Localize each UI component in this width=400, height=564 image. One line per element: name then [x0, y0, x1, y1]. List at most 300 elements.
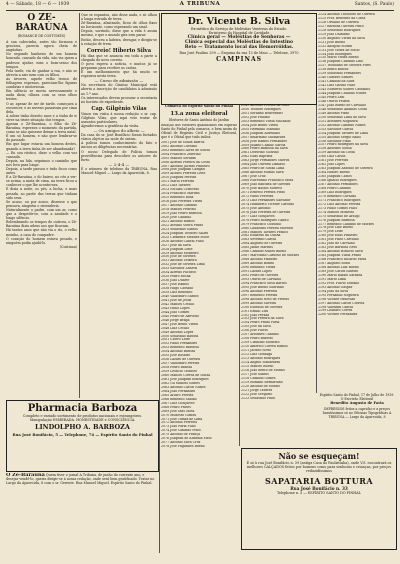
pharmacy-tagline: Manipulação ESMERADA. HONESTIDADE e CONSCIÊNCIA. — [29, 418, 136, 423]
voter-entry: 2036 João Duarte — [161, 279, 190, 283]
voter-entry: 2162 João Lopes — [318, 163, 345, 167]
voter-entry: 2059 Leôncio Teodoro — [161, 370, 197, 374]
voter-entry: 2120 Antônio de Morais — [241, 384, 280, 388]
voter-entry: 2076 Joaquim de Almeida Melo — [161, 437, 212, 441]
voter-entry: 2147 João Bueno de Carvalho — [318, 103, 366, 107]
voter-entry: 2071 Ernesto Pereira Pinto — [241, 190, 285, 194]
voter-entry: 2021 Antônio Ramos — [161, 219, 195, 223]
voter-entry: 2009 Alcides Ferreira Leite — [161, 172, 206, 176]
voter-entry: 2072 Paulo Ferreira — [241, 194, 274, 198]
news-title-phone: — 2-4-4 — — [108, 161, 130, 167]
voter-entry: 2066 Antônio Matias Silva — [241, 171, 284, 175]
voter-entry: 2067 Luiz Gonçalves — [161, 401, 195, 405]
voter-entry: 2015 Benedito Rosa — [161, 196, 194, 200]
voter-entry: 2155 Antônio Sérgio Baldi — [318, 135, 361, 139]
pharmacy-address: Rua José Bonifácio, 5 — Telephone, 74 — Espírito Santo do Pinhal — [12, 432, 153, 438]
voter-entry: 2020 José Candido — [161, 215, 192, 219]
voter-entry: 2093 Otávio de Carvalho — [241, 277, 282, 281]
voter-entry: 2149 Antônio Pinto — [318, 111, 350, 115]
voter-entry: 2033 Salvador Zanetti — [161, 267, 198, 271]
voter-entry: 2050 Sebastião Batista — [161, 334, 199, 338]
voter-entry: 2125 Prof. Benedito da Costa — [318, 16, 366, 20]
voter-entry: 2141 Cândido da Silva — [318, 80, 355, 84]
news-block-6 — [81, 167, 157, 175]
footer-date: Espírito Santo do Pinhal, 17 de Julho de 1939. — [319, 393, 395, 397]
news-title-capitao: Cap. Gilgênio Vilas — [91, 105, 147, 112]
voter-entry: 2094 Francisco Silva Barros — [241, 281, 287, 285]
voter-entry: 2078 José Fagundes Bueno — [161, 445, 205, 449]
voter-entry: 2054 José Bento Vieira — [241, 123, 278, 127]
voter-entry: 2179 José Leite — [318, 230, 344, 234]
voter-entry: 2051 Cícero Leite — [161, 338, 190, 342]
story-paragraph: Há tantos anos que não via o rio, o velho moinho, a casa do compadre. — [6, 228, 77, 237]
voter-entry: 2081 Manoel Tavares Franco — [241, 230, 289, 234]
voter-entry: 2010 Joaquim Pereira — [161, 176, 197, 180]
serial-continue: (Continua) — [59, 244, 77, 249]
voter-entry: 2071 José Tomaz de Lima — [161, 417, 203, 421]
story-paragraph: O ar, apesar de ser de tarde, começava a escurecer, e as nuvens passavam por cima dela. — [6, 101, 77, 114]
section-lead: Relação dos eleitores qualificados em Espírito Santo do Pinhal pela comarca, e bem assim do Oficial de Registro Civil e Justiça Eleitoral, que é o Oficial que tudo indica. — [161, 124, 237, 139]
voter-entry: 2152 Antônio Cândido Nunes — [318, 123, 366, 127]
voter-entry: 2079 Francisco Custódio — [241, 222, 282, 226]
news-paragraph: Que se espantou, não disse nada, e só olhou a longa estrada de terra. — [81, 13, 157, 22]
story-paragraph: Em que lugar estaria um homem destes, quando a terra tinha de ser abandonada? — [6, 142, 77, 151]
voter-entry: 2007 Antônio Jacinto Pinheiro — [161, 164, 210, 168]
voter-entry: 2107 Aristides Cândido — [241, 333, 279, 337]
voter-entry: 2118 Cândido Gomes — [241, 376, 276, 380]
voter-entry: 2119 Romano Bernardino — [241, 380, 283, 384]
voter-entry: 2144 Joaquim Cândido Nunes — [318, 92, 367, 96]
voter-entry: 2032 José de Oliveira Lima — [161, 263, 205, 267]
story-paragraph: Naturalmente o padre, com um ar, como que a despedir-se, com a saudade e o longo silêncio. — [6, 207, 77, 221]
voter-entry: 2024 Joaquim Teodoro Salles — [161, 231, 209, 235]
voter-list-col3 — [161, 124, 237, 534]
voter-entry: 2085 Jaime Martins — [241, 246, 273, 250]
voter-entry: 2172 Luiz Antônio Pereira — [318, 202, 361, 206]
voter-entry: 2122 José Gregório — [241, 392, 273, 396]
news-paragraph: A polícia tomou conhecimento do fato e iniciou as diligências necessárias. — [81, 141, 157, 150]
voter-entry: 2121 Jorge Tavares — [241, 388, 273, 392]
voter-entry: 2049 Antônio Pereira da Silva — [241, 104, 290, 107]
voter-entry: 2185 Joaquim Vilela Prado — [318, 254, 362, 258]
shoe-store-phone: Telephone n. 5 — ESPÍRITO SANTO DO PINHAL — [277, 490, 361, 495]
notice-lead: O Zé-Baraúna — [6, 473, 45, 478]
voter-entry: 2126 Osvaldo de Oliveira — [318, 20, 359, 24]
voter-entry: 2191 Mário Lima — [318, 277, 346, 281]
voter-entry: 2151 Aristides Nogueira — [318, 119, 358, 123]
voter-entries — [241, 104, 315, 400]
voter-entry: 2073 Luiz Fernandes Salvador — [241, 198, 291, 202]
voter-entry: 2171 Francisco Rodrigues — [318, 198, 361, 202]
voter-entry: 2075 José Antônio — [241, 206, 271, 210]
voter-entry: 2194 João da Silva — [318, 289, 349, 293]
voter-entry: 2102 João Peraza — [241, 313, 270, 317]
voter-entry: 2156 Salvador Pinto — [318, 139, 351, 143]
voter-entries — [318, 13, 396, 317]
doctor-specialty: Clínica geral — Moléstias de Senhoras — — [187, 35, 291, 40]
voter-entry: 2183 José Barbosa Neto — [318, 246, 358, 250]
voter-entry: 2058 José Ramos Fernandes — [241, 139, 287, 143]
news-block-4 — [81, 112, 157, 128]
voter-entry: 2087 Marcolino Cardoso de Moraes — [241, 254, 300, 258]
voter-entry: 2134 João Rodrigues — [318, 52, 352, 56]
voter-entry: 2181 José Pinto Carvalho — [318, 238, 359, 242]
voter-entry: 2143 Norberto Soares Castanho — [318, 88, 371, 92]
voter-entry: 2145 Pedro Leal — [318, 96, 345, 100]
voter-entry: 2132 Adolpho Morini — [318, 44, 353, 48]
voter-entry: 2148 Sebastião Ananias Costa — [318, 107, 367, 111]
voter-entry: 2048 Luiz Cecílio — [161, 326, 190, 330]
column-rule — [239, 104, 240, 446]
voter-entry: 2062 Elias Baptista — [241, 155, 273, 159]
section-title: 13.a zona eleitoral — [170, 111, 228, 117]
voter-entry: 2124 Antônio Theodoro de Oliveira — [318, 13, 375, 16]
voter-entry: 2189 José Carlos Ribeiro — [318, 269, 359, 273]
doctor-specialty: Reto — Tratamento local das Hemorróidas. — [184, 45, 294, 51]
news-paragraph: O povo espera a notícia, e muitos já se preparam para receber as cartas. — [81, 61, 157, 71]
doctor-name: Dr. Vicente B. Silva — [187, 16, 291, 27]
voter-entry: 2041 José de Jesus — [161, 298, 192, 302]
voter-entry: 2084 Augusto de Oliveira — [241, 242, 283, 246]
voter-entry: 2089 Antônio Bonito — [241, 262, 275, 266]
voter-entry: 2051 Serafino Bonventuri — [241, 111, 283, 115]
voter-entry: 2178 José Luiz Bueno — [318, 226, 353, 230]
column-rule — [79, 13, 80, 398]
voter-entry: 2127 Barbosa Oliveira Pinto — [318, 24, 364, 28]
pharmacy-description: Completo e variado sortimento de produtos nacionais e estrangeiros. — [22, 414, 143, 418]
voter-entry: 2043 Paulo Lopes — [161, 306, 190, 310]
voter-entry: 2111 Jacinto Sotto — [241, 349, 271, 353]
voter-entry: 2110 Américo Corrêa Ramos — [241, 345, 288, 349]
voter-entry: 2014 Francisco Martins — [161, 192, 200, 196]
voter-entry: 2083 Severino Garcia — [241, 238, 277, 242]
doctor-specialty: Clínica especial das Moléstias do Intestino — [185, 40, 293, 46]
voter-entry: 2173 Paulo Gomes Filho — [318, 206, 358, 210]
story-paragraph: Se acaso, ou por acaso, dissesse o que pensava, ninguém o entenderia. — [6, 199, 77, 208]
voter-entry: 2070 Modesto Gomes — [161, 413, 197, 417]
doctor-city: CAMPINAS — [216, 55, 262, 63]
voter-entry: 2061 José Joaquim Rodrigues — [161, 378, 209, 381]
voter-entry: 2159 Antônio da Costa — [318, 151, 355, 155]
voter-entry: 2100 Eufrásio de Oliveira — [241, 305, 283, 309]
voter-entry: 2025 Clemente Mendes Mocê — [161, 235, 210, 239]
voter-entry: 2153 Salvador Garcia — [318, 127, 354, 131]
voter-entry: 2055 Hermínio Mariano — [241, 127, 280, 131]
doctor-credential: Ex-médico do Serviço de Moléstias Venéreas do Estado. — [190, 27, 288, 31]
pharmacy-advertisement — [6, 400, 159, 472]
voter-entry: 2064 João Oliveira Damaso — [241, 163, 285, 167]
voter-entry: 2078 Pedro Rodrigues Gaioto — [241, 218, 289, 222]
voter-entry: 2031 Antônio Teixeira — [161, 259, 197, 263]
voter-entry: 2053 Benedito Barbosa — [161, 346, 199, 350]
voter-entry: 2167 Antônio Fernandes — [318, 182, 358, 186]
voter-entry: 2101 Emílio Lira — [241, 309, 269, 313]
doctor-advertisement — [161, 13, 317, 105]
voter-entry: 2140 Gustavo Simões — [318, 76, 353, 80]
voter-entry: 2158 Anselmo Sousa — [318, 147, 352, 151]
voter-entry: 2076 João Ferreira de Oliveira — [241, 210, 291, 214]
voter-entry: 2077 Antônio Silva Cruz — [161, 441, 201, 445]
voter-entry: 2059 Juliano Camilo Garcia — [241, 143, 286, 147]
voter-entry: 2103 José Pereira da Silva — [241, 317, 284, 321]
voter-entry: 2130 Augusto Vieira da Silva — [318, 36, 365, 40]
voter-entry: 2068 Pedro Prates — [161, 405, 191, 409]
section-footer — [318, 393, 396, 419]
voter-entry: 2197 Antônio Carlos Correia — [318, 301, 365, 305]
voter-entry: 2052 Paulo Fernandes — [161, 342, 198, 346]
voter-entry: 2097 Benedito Pereira — [241, 293, 278, 297]
voter-entry: 2019 João Pedro Barbosa — [161, 211, 202, 215]
voter-entry: 2163 Joaquim Antônio de Oliveira — [318, 167, 373, 171]
voter-entry: 2123 Sebastião Pinto — [241, 396, 276, 400]
voter-entry: 2136 Joaquim Cândido Lino — [318, 60, 363, 64]
voter-entry: 2035 Pedro Rocha — [161, 275, 191, 279]
voter-entry: 2092 Pedro de Oliveira — [241, 273, 279, 277]
voter-entry: 2069 João Bautista de Oliveira — [241, 183, 291, 187]
voter-entry: 2016 João Ferreira Vieira — [161, 200, 203, 204]
voter-entry: 2112 Luiz Gonzaga — [241, 353, 273, 357]
voter-entry: 2075 Antônio de França — [161, 433, 200, 437]
voter-entry: 2067 José Cruz — [241, 175, 266, 179]
voter-entry: 2063 Jorge Fernandes Guerra — [241, 159, 290, 163]
section-intro: Eleitores de Santo Antônio do Jardim — [168, 118, 230, 122]
voter-entry: 2003 Benedito Alves de Souza — [161, 148, 210, 152]
voter-entry: 2062 Gil Manoel Gomes — [161, 381, 200, 385]
voter-entry: 2088 Antônio Pinheiro — [241, 258, 278, 262]
voter-entry: 2072 Antônio Ferreira — [161, 421, 197, 425]
voter-entry: 2190 Mário Rafael Sarzana — [318, 273, 363, 277]
voter-entry: 2199 Leandro Cortês — [318, 309, 353, 313]
voter-entry: 2011 Mário Ferreira — [161, 180, 195, 184]
news-paragraph: Há dias que se anuncia em toda a parte a chegada do novo correio. — [81, 53, 157, 62]
voter-entry: 2040 Valdomiro Santos — [161, 294, 199, 298]
voter-entry: 2115 Manoel Bueno — [241, 364, 274, 368]
story-paragraph: E dizia a noite, os pés, a bicha, e mais pesada, ao partir das terras que tinham sido seus. — [6, 187, 77, 200]
voter-entry: 2137 Teodolino de Oliveira Pires — [318, 64, 371, 68]
news-title-correio: Correio! Hiberto Silva — [86, 47, 152, 54]
doctor-credential: Ex-interno do Hospital de Caridade — [208, 31, 270, 35]
voter-entry: 2129 João Dalbiano — [318, 32, 350, 36]
voter-entry: 2052 José Paulino — [241, 115, 270, 119]
voter-entry: 2001 José de Souza Barros — [161, 140, 205, 144]
news-paragraph: Vimos em visita à nossa redação o sr. cap. Gilgênio Vilas, que aqui veio tratar de assuntos particulares. — [81, 111, 157, 124]
story-paragraph: Apenas o Zé-Baraúna, o filho do Zé-Baraúna, esperava o momento da partida, como se não quisesse deixar a terra natal. — [6, 121, 77, 135]
voter-entry: 2150 Sebastião Lima da Silva — [318, 115, 366, 119]
voter-entry: 2056 Joaquim Aureliano — [241, 131, 281, 135]
voter-entry: 2193 Antônio Gaspar — [318, 285, 353, 289]
news-block-3 — [81, 83, 157, 103]
voter-entry: 2046 Jorge Braga — [161, 318, 190, 322]
story-paragraph: A sua cabecinha, antes tão formosa e graciosa, parecia agora cheia de angústias. — [6, 40, 77, 53]
voter-entry: 2176 Joaquim Barbosa — [318, 218, 355, 222]
story-paragraph: Relembrando os tempos de outrora, o Zé-Baraúna dizia adeus aos que ficavam. — [6, 220, 77, 229]
voter-entry: 2090 Benedito Vieira — [241, 266, 276, 270]
voter-entry: 2006 Alfredo Pereira da Costa — [161, 160, 210, 164]
story-paragraph: E a Zé-Baraúna, o do bairro, no céu a ver-se acima, a mata de cima, na terra ficou a conhecer o que lhe acontecera. — [6, 175, 77, 188]
voter-entry: 2186 Francisco Ricardo Paiva — [318, 258, 367, 262]
voter-entry: 2157 Pedro Rodrigues da Silva — [318, 143, 368, 147]
shoe-store-advertisement — [241, 448, 397, 550]
page-header — [6, 1, 394, 11]
voter-entry: 2063 Antônio Carlos Nunes — [161, 385, 206, 389]
story-paragraph: É um só homem, e não quer lembrar-se do passado. — [6, 134, 77, 143]
news-block-1 — [81, 13, 157, 46]
voter-entry: 2026 Antônio Cabral Filho — [161, 239, 204, 243]
voter-entry: 2135 Mário Vieira Bueno — [318, 56, 359, 60]
news-paragraph: Depois, sorrindo, disse que a vida é assim mesmo, e que o mundo gira sem parar. — [81, 29, 157, 38]
news-paragraph: É o número de telefone da TRIBUNA. Rua Manoel Miguel — Largo da Aparecida, 8. — [81, 166, 157, 175]
voter-entry: 2195 Fernando Nogueira — [318, 293, 359, 297]
voter-entry: 2086 Cândido Nunes Bueno — [241, 250, 287, 254]
voter-entry: 2039 Luiz Benedito — [161, 291, 193, 295]
voter-entry: 2069 José Dias Mota — [161, 409, 195, 413]
voter-entry: 2080 Laudelino Pereira Moreira — [241, 226, 293, 230]
voter-entry: 2055 José Rosário — [161, 354, 191, 358]
voter-entry: 2169 Luiz Rodrigues — [318, 190, 352, 194]
voter-entry: 2065 Pedro de Souza Lima — [241, 167, 285, 171]
voter-entry: 2142 Luiz Galvão Filho — [318, 84, 356, 88]
voter-entry: 2034 Alfredo Pacheco — [161, 271, 197, 275]
voter-entry: 2096 Antônio Ferreira — [241, 289, 277, 293]
voter-entry: 2074 José Cândido Pinto — [161, 429, 201, 433]
voter-entry: 2131 José Bueno — [318, 40, 346, 44]
voter-entry: 2166 Ignácio Rodrigues — [318, 179, 357, 183]
voter-entry: 2070 José Bastos Moretti — [241, 187, 282, 191]
news-paragraph: Zé-Baraúna, afastando, ficou de olhos fixos no horizonte, como esperando um sinal. — [81, 21, 157, 30]
voter-entry: 2180 José Elias Pinheiro — [318, 234, 358, 238]
voter-entry: 2029 Antônio Monteiro — [161, 251, 199, 255]
voter-entry: 2012 Luiz Tavares — [161, 184, 191, 188]
pharmacy-name: Pharmacia Barboza — [27, 403, 138, 414]
voter-entry: 2109 Claudino Modesto — [241, 341, 280, 345]
voter-entry: 2108 Pedro Buzetto — [241, 337, 273, 341]
story-paragraph: Pela tarde, via de ganhar a rua, e não se atrevia a sair nem com os filhos. — [6, 68, 77, 77]
newspaper-name: A TRIBUNA — [179, 1, 221, 7]
shoe-ad-headline: Não se esqueçam! — [278, 451, 360, 461]
voter-entry: 2068 Florentino Francisco Mota — [241, 179, 294, 183]
serial-title: O ZÉ-BARAÚNA — [15, 13, 68, 33]
voter-entry: 2184 Antônio Honório Silva — [318, 250, 363, 254]
voter-entry: 2105 José da Silva — [241, 325, 271, 329]
voter-entry: 2128 Sebastião Rodrigues — [318, 28, 361, 32]
section-head: Comarca do Espírito Santo do Pinhal — [164, 104, 234, 108]
voter-entry: 2187 Augusto Rossi — [318, 262, 351, 266]
voter-entry: 2117 José Santos — [241, 372, 269, 376]
voter-entry: 2099 Antônio Silveira — [241, 301, 277, 305]
voter-entry: 2074 Humberto Vicente Cardoso — [241, 202, 295, 206]
header-place: Santos, (S. Paulo) — [354, 2, 394, 7]
voter-entry: 2104 Pedro Prado Faria — [241, 321, 280, 325]
story-paragraph: O coração do homem estava pesado, e ninguém podia ajudá-lo. — [6, 236, 77, 245]
voter-entry: 2146 Osório Feltrin — [318, 99, 350, 103]
voter-entry: 2008 José Joaquim Campos — [161, 168, 206, 172]
column-rule — [159, 13, 160, 553]
voter-entry: 2027 José da Silva — [161, 243, 191, 247]
pharmacy-owner: LINDOLPHO A. BARBOZA — [35, 423, 130, 432]
news-paragraph: Os interessados devem procurar a secretaria no horário de expediente. — [81, 95, 157, 104]
voter-entry: 2030 José de Oliveira — [161, 255, 196, 259]
news-paragraph: Então, desceu a ladeira, devagar, e dirigiu-se à estação de trem. — [81, 37, 157, 46]
voter-entry: 2045 Pedro de Azevedo — [161, 314, 199, 318]
story-paragraph: Em silêncio se movia nervosamente e nada dizia; olhava com os seus olhos tristes. — [6, 89, 77, 102]
serial-story-column — [6, 13, 77, 398]
serial-subtitle: (ROMANCE DE COSTUMES) — [17, 34, 66, 38]
story-paragraph: — Eu sou rústico, disse o velho com voz cansada. — [6, 150, 77, 159]
news-paragraph: O nosso Delegado de Polícia tomou providências para descobrir os autores do furto. — [81, 149, 157, 162]
voter-entry: 2138 Bento Bastos — [318, 68, 349, 72]
voter-entry: 2060 Pedro Barbosa da Silva — [241, 147, 288, 151]
voter-entry: 2196 Vicente Padovani — [318, 297, 355, 301]
voter-entry: 2113 Antônio Rodrigues — [241, 357, 281, 360]
voter-entry: 2005 Manoel Serafim — [161, 156, 196, 160]
story-paragraph: As árvores, aquele velho tronco de folhagens espessas, pareciam-lhe figuras sombrias e misteriosas. — [6, 76, 77, 90]
voter-entry: 2164 Isidoro Bueno — [318, 171, 350, 175]
voter-entry: 2116 João Bento de Morais — [241, 368, 285, 372]
voter-entry: 2018 Manoel Pedroso — [161, 208, 197, 212]
voter-entry: 2077 Luiz Gonçalves — [241, 214, 275, 218]
voter-entry: 2013 Nicolau Cristóvão — [161, 188, 200, 192]
voter-entry: 2037 José Ramos — [161, 283, 189, 287]
voter-entry: 2004 Francisco Zeferino — [161, 152, 201, 156]
serial-body — [6, 40, 77, 245]
voter-entry: 2095 José Bueno Sobrinho — [241, 285, 284, 289]
footer-role: O Escrivão Eleitoral — [340, 397, 374, 401]
voter-entry: 2066 Benedito Sabino — [161, 397, 197, 401]
voter-entry: 2057 Belarmino Guimarães — [241, 135, 286, 139]
voter-entry: 2188 Antônio Luiz Bueno — [318, 266, 359, 269]
classified-notice — [6, 473, 157, 553]
voter-entry: 2098 Antônio Neto de Freitas — [241, 297, 289, 301]
voter-entry: 2165 Joaquim Carlos — [318, 175, 352, 179]
voter-entry: 2023 Sebastião Santos — [161, 227, 198, 231]
voter-entry: 2114 Angelo Madarazzo — [241, 360, 281, 364]
voter-entry: 2082 Eduardo da Cunha — [241, 234, 281, 238]
news-block-2 — [81, 54, 157, 79]
news-title-amigos: — Os amigos do alheio — — [93, 128, 145, 134]
shoe-store-name: SAPATARIA BOTTURA — [264, 475, 374, 486]
print-notice: IMPRESSOS feitos a capricho e a preços baratíssimos só no Oficinas Tipográficas A TRIBUNA — Largo da Aparecida, 8 — [322, 407, 392, 419]
voter-entry: 2170 Benedito Cavalini — [318, 194, 356, 198]
voter-entry: 2175 Sebastião de Araújo — [318, 214, 360, 218]
notice-text: Quem tiver o jornal A Tribuna, de junho do corrente ano, e desejar vendê-lo, queira dirigir-se à nossa redação, onde será bem gratificado. Tratar no Largo da Aparecida, 8 com o sr. Gerente. Rua Manoel Miguel. Espírito Santo do Pinhal. — [6, 473, 155, 486]
voter-entry: 2038 Hugo Caetano — [161, 287, 194, 291]
voter-entry: 2002 Antônio Caetano — [161, 144, 198, 148]
voter-entry: 2064 João Fernandes — [161, 389, 196, 393]
voter-entry: 2061 Dovorino Gozzino — [241, 151, 279, 155]
voter-entry: 2054 Antônio Batista — [161, 350, 196, 354]
voter-entry: 2106 José Flávio — [241, 329, 268, 333]
voter-entry: 2028 Joaquim Leite — [161, 247, 193, 251]
doctor-address: Rua José Paulino 299 — Esquina da rua 13 de Maio — Telefone, 3970 — [179, 50, 299, 55]
voter-entry: 2058 Pedro Batista — [161, 366, 192, 370]
news-paragraph: Da casa do sr. José Bonifácio foram furtados vários objetos na noite de ontem. — [81, 133, 157, 142]
news-paragraph: Na secretaria do Ginásio Municipal está aberta a inscrição de candidatos à admissão ao 1.º ano. — [81, 83, 157, 96]
voter-entry: 2053 Benedito Vilela Machado — [241, 119, 291, 123]
voter-entry: 2022 Avelino Vieira Prado — [161, 223, 204, 227]
story-paragraph: Depois, na lida, seguimos o caminho que nos leva para longe. — [6, 158, 77, 167]
voter-entry: 2154 Joaquim Tavares de Lima — [318, 131, 368, 135]
voter-entry: 2198 Valentim Garcia — [318, 305, 354, 309]
voter-entries — [161, 141, 237, 449]
news-block-5 — [81, 133, 157, 162]
header-date: 4 — Sábado, 18 — 6 — 1939 — [6, 2, 70, 7]
news-paragraph: É um melhoramento que há muito se esperava nesta terra. — [81, 70, 157, 79]
story-paragraph: No segundo banheiro de um homem honrado, cansado da vida, não via quem a pudesse ajudar, nem o bom-senso dos tempos. — [6, 52, 77, 69]
voter-list-col4 — [241, 104, 315, 446]
news-paragraph: Agradecemos a gentileza da visita. — [81, 124, 140, 129]
voter-entry: 2073 João Faria Filho — [161, 425, 196, 429]
story-paragraph: A adora tinha dezoito anos e a tinha de ir viver na triste situação dos tempos. — [6, 113, 77, 122]
